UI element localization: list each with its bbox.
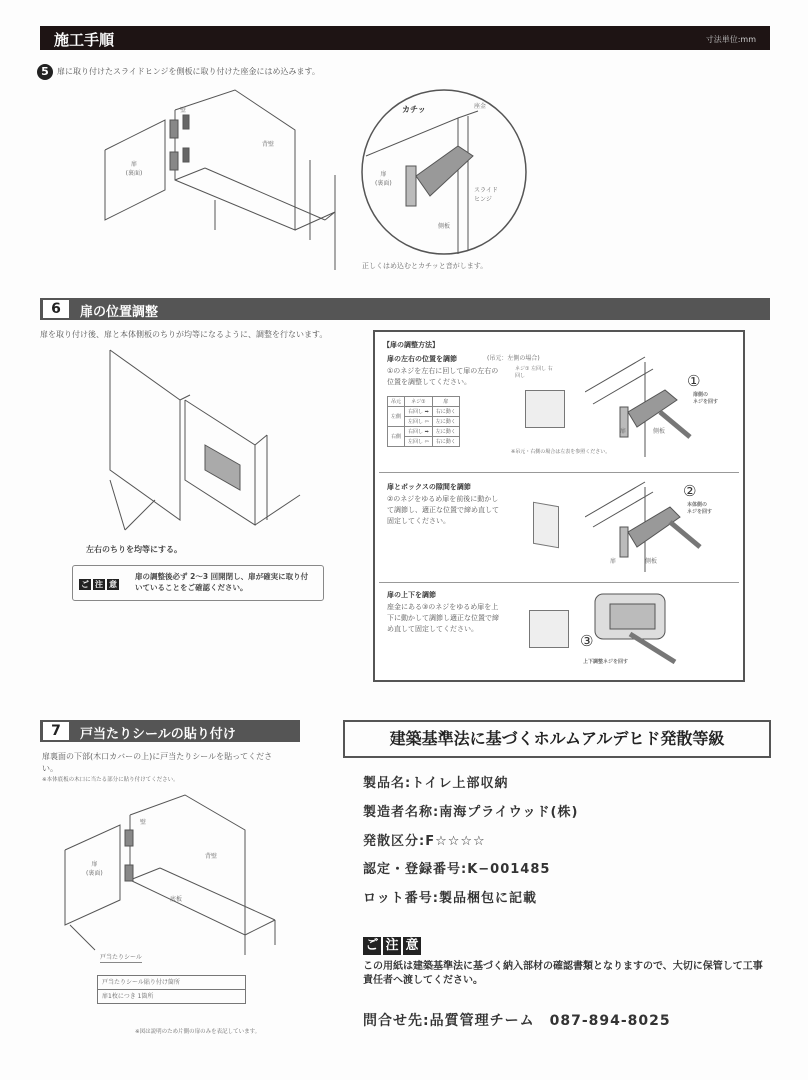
step7-footnote: ※図は説明のため片側の扉のみを表記しています。 [135,1029,261,1035]
unit-note: 寸法単位:mm [705,35,756,44]
table-cell: 右回し ➡ [405,407,433,417]
seal-label: 戸当たりシール [100,954,142,961]
table-cell: 右回し ➡ [405,427,433,437]
lr-heading: 扉の左右の位置を調節 [387,355,457,363]
seal-table-header: 戸当たりシール貼り付け箇所 [98,976,245,990]
label-click: カチッ [402,105,426,114]
table-cell: 左側 [388,407,405,427]
cabinet-diagram-step5 [95,80,345,280]
step6-caption: 左右のちりを均等にする。 [86,545,182,554]
callout-3: ③ [580,632,594,650]
seal-table-value: 扉1枚につき 1箇所 [102,993,154,1000]
door-schematic-vertical [529,610,569,648]
step5-number: 5 [37,64,53,80]
step7-number: 7 [43,722,69,740]
label-side-2: 側板 [645,558,658,565]
method-title: 【扉の調整方法】 [383,341,439,349]
caution-tag-char: 注 [95,580,103,589]
caution-tag-char: ご [81,580,89,589]
info-line-lot: ロット番号:製品梱包に記載 [363,891,537,906]
step7-header [40,720,300,742]
step7-note: ※本体底板の木口に当たる部分に貼り付けてください。 [42,777,179,783]
label-door-1: 扉 [620,428,627,435]
label-side-1: 側板 [653,428,666,435]
depth-heading: 扉とボックスの隙間を調節 [387,483,471,491]
step6-text: 扉を取り付け後、扉と本体側板のちりが均等になるように、調整を行ないます。 [40,330,328,339]
label-door: 扉 (裏面) [125,161,143,177]
table-header: ネジ① [405,397,433,407]
label-door-2: 扉 [610,558,617,565]
divider [379,582,739,583]
header-title: 施工手順 [54,31,115,49]
step6-caution-text: 扉の調整後必ず 2〜3 回開閉し、扉が確実に取り付いていることをご確認ください。 [135,572,309,592]
step7-label-wall: 壁 [140,819,147,826]
label-wall: 壁 [180,107,187,114]
caution-tag-char: ご [363,937,381,955]
lr-table [387,396,460,447]
lr-footnote: ※吊元・右側の場合は左表を参照ください。 [511,449,611,455]
vertical-text: 座金にある③のネジをゆるめ扉を上下に動かして調節し適正な位置で締め直して固定してください。 [387,603,499,633]
step7-label-bottom: 底板 [170,896,183,903]
lr-note: (吊元：左側の場合) [487,355,540,362]
table-cell: 左回し ⇦ [405,417,433,427]
step6-caution-box [72,565,324,601]
table-cell: 右に動く [432,407,459,417]
label-seat: 座金 [474,103,487,110]
info-line-product: 製品名:トイレ上部収納 [363,776,509,791]
step6-header [40,298,770,320]
callout-3-text: 上下調整ネジを回す [583,659,629,665]
lr-arrow-label: ネジ① 左回し 右回し [515,366,553,379]
divider [379,472,739,473]
table-cell: 右側 [388,427,405,447]
label-side: 側板 [438,223,451,230]
door-schematic-lr [525,390,565,428]
table-cell: 左回し ⇦ [405,437,433,447]
step7-label-door: 扉 (裏面) [86,861,103,877]
step7-text: 扉裏面の下部(木口カバーの上)に戸当たりシールを貼ってください。 [42,752,273,773]
table-cell: 左に動く [432,427,459,437]
formaldehyde-caution-tag [363,934,423,955]
info-line-grade: 発散区分:F☆☆☆☆ [363,834,486,849]
table-cell: 左に動く [432,417,459,427]
step7-label-back: 背壁 [205,853,218,860]
callout-2: ② [683,482,697,500]
depth-text: ②のネジをゆるめ扉を前後に動かして調節し、適正な位置で締め直して固定してください。 [387,495,499,525]
label-back: 背壁 [262,141,275,148]
header-bar [40,26,770,50]
callout-2-text: 本体側の ネジを回す [687,502,713,515]
callout-1-text: 扉側の ネジを回す [693,392,719,405]
info-line-maker: 製造者名称:南海プライウッド(株) [363,805,579,820]
caution-tag-char: 意 [109,580,117,589]
callout-1: ① [687,372,701,390]
table-header: 吊元 [388,397,405,407]
formaldehyde-caution-text: この用紙は建築基準法に基づく納入部材の確認書類となりますので、大切に保管して工事責任者へ渡してください。 [363,961,763,986]
hinge-diagram-1 [585,352,695,462]
label-door-detail: 扉 (裏面) [375,171,392,187]
formaldehyde-title: 建築基準法に基づくホルムアルデヒド発散等級 [343,720,771,758]
seat-plate-diagram [585,584,685,664]
table-header: 扉 [432,397,459,407]
adjustment-method-box [373,330,745,682]
caution-tag-char: 注 [383,937,401,955]
seal-table [97,975,246,1004]
step6-title: 扉の位置調整 [80,305,159,320]
caution-tag [79,572,121,591]
step6-number: 6 [43,300,69,318]
step7-title: 戸当たりシールの貼り付け [80,727,236,742]
contact-info: 問合せ先:品質管理チーム 087-894-8025 [363,1013,671,1029]
caution-tag-char: 意 [403,937,421,955]
door-schematic-depth [533,502,559,549]
table-cell: 右に動く [432,437,459,447]
info-line-cert: 認定・登録番号:K−001485 [363,862,551,877]
lr-text: ①のネジを左右に回して扉の左右の位置を調整してください。 [387,367,499,386]
step5-caption: 正しくはめ込むとカチッと音がします。 [362,262,488,270]
vertical-heading: 扉の上下を調節 [387,591,436,599]
cabinet-diagram-step6 [95,330,315,540]
label-hinge: スライド ヒンジ [474,187,498,203]
step5-text: 扉に取り付けたスライドヒンジを側板に取り付けた座金にはめ込みます。 [57,67,320,76]
